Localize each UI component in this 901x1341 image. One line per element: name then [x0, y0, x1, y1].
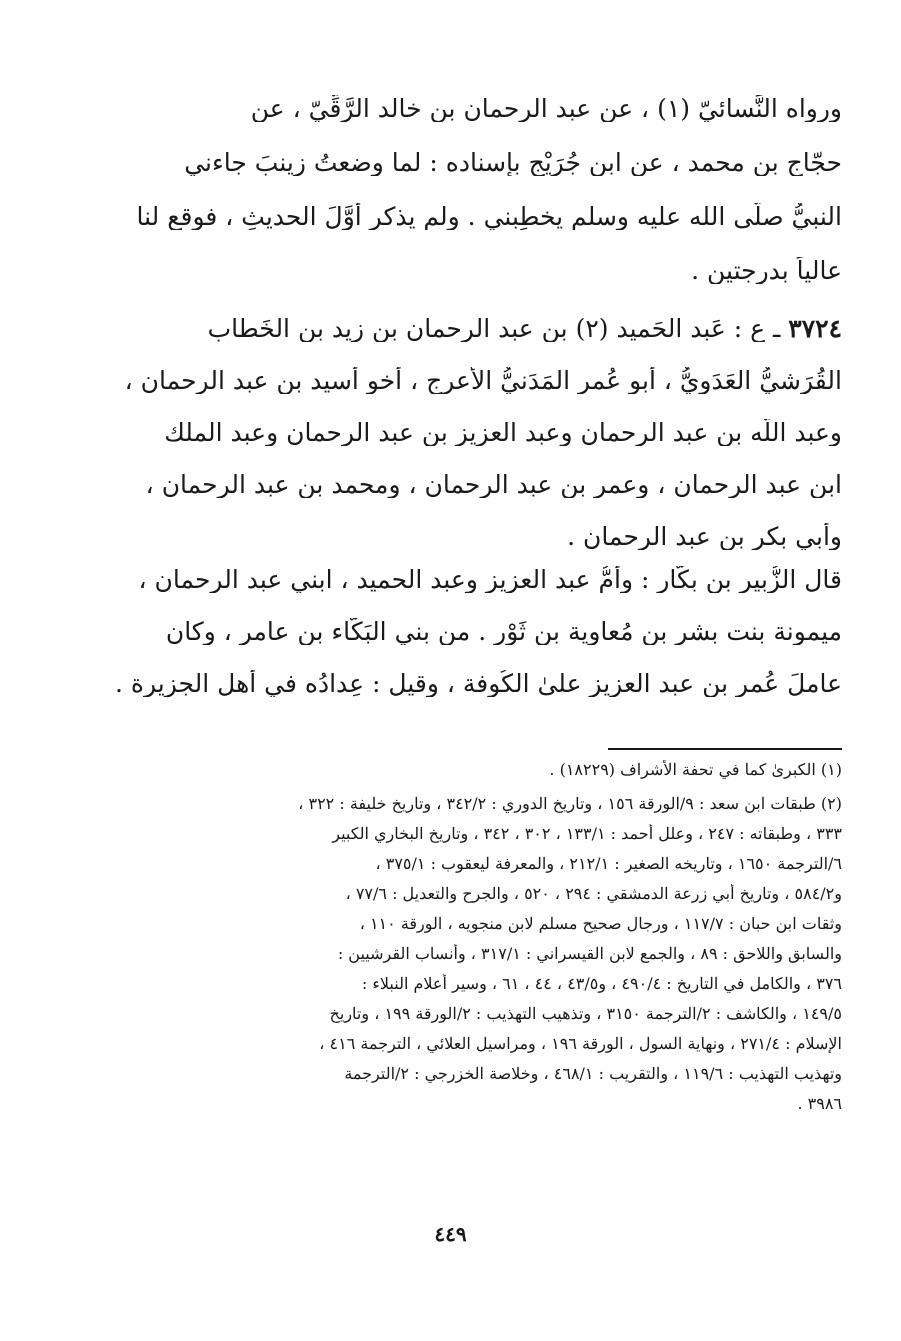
entry-heading-text: ـ ع : عَبد الحَميد (٢) بن عبد الرحمان بن زيد بن الخَطاب: [207, 315, 789, 342]
footnotes: [110, 760, 842, 1114]
text-line: القُرَشيُّ العَدَويُّ ، أبو عُمر المَدَنيُّ الأعرج ، أخو أُسيد بن عبد الرحمان ،: [124, 367, 842, 394]
text-line: ميمونة بنت بشر بن مُعاوية بن ثَوْر . من بني البَكّاء بن عامر ، وكان: [165, 618, 842, 645]
entry-heading-line: [110, 315, 842, 342]
text-line: عالياً بدرجتين .: [691, 257, 842, 284]
text-line: عاملَ عُمر بن عبد العزيز علىٰ الكُوفة ، وقيل : عِدادُه في أهل الجزيرة .: [114, 670, 842, 697]
footnote-line: ٣٣٣ ، وطبقاته : ٢٤٧ ، وعلل أحمد : ١٣٣/١ ، ٣٠٢ ، ٣٤٢ ، وتاريخ البخاري الكبير: [332, 824, 842, 843]
footnote-line: ٦/الترجمة ١٦٥٠ ، وتاريخه الصغير : ٢١٢/١ ، والمعرفة ليعقوب : ٣٧٥/١ ،: [375, 854, 842, 873]
footnote-line: والسابق واللاحق : ٨٩ ، والجمع لابن القيسراني : ٣١٧/١ ، وأنساب القرشيين :: [337, 944, 842, 963]
footnote-line: و٥٨٤/٢ ، وتاريخ أبي زرعة الدمشقي : ٢٩٤ ، ٥٢٠ ، والجرح والتعديل : ٧٧/٦ ،: [345, 884, 842, 903]
footnote-line: ١٤٩/٥ ، والكاشف : ٢/الترجمة ٣١٥٠ ، وتذهيب التهذيب : ٢/الورقة ١٩٩ ، وتاريخ: [329, 1004, 842, 1023]
text-line: ابن عبد الرحمان ، وعمر بن عبد الرحمان ، ومحمد بن عبد الرحمان ،: [145, 471, 842, 498]
paragraph-zubayr-quote: [110, 566, 842, 697]
paragraph-biography-entry: [110, 315, 842, 550]
entry-number: ٣٧٢٤: [788, 315, 842, 342]
text-line: النبيُّ صلّى الله عليه وسلم يخطِبني . ولم يذكر أوَّلَ الحديثِ ، فوقع لنا: [136, 203, 842, 230]
footnote-line: الإسلام : ٢٧١/٤ ، ونهاية السول ، الورقة ١٩٦ ، ومراسيل العلائي ، الترجمة ٤١٦ ،: [319, 1034, 842, 1053]
footnote-line: (١) الكبرىٰ كما في تحفة الأشراف (١٨٢٢٩) .: [549, 760, 842, 779]
footnote-line: ٣٧٦ ، والكامل في التاريخ : ٤٩٠/٤ ، و٤٣/٥ ، ٤٤ ، ٦١ ، وسير أعلام النبلاء :: [361, 974, 842, 993]
footnote-line: وتهذيب التهذيب : ١١٩/٦ ، والتقريب : ٤٦٨/١ ، وخلاصة الخزرجي : ٢/الترجمة: [344, 1064, 842, 1083]
text-line: وأبي بكر بن عبد الرحمان .: [567, 523, 842, 550]
footnote-divider: [608, 748, 842, 750]
page-number: ٤٤٩: [434, 1222, 467, 1246]
footnote-line: (٢) طبقات ابن سعد : ٩/الورقة ١٥٦ ، وتاريخ الدوري : ٣٤٢/٢ ، وتاريخ خليفة : ٣٢٢ ،: [298, 794, 842, 813]
footnote-line: وثقات ابن حبان : ١١٧/٧ ، ورجال صحيح مسلم لابن منجويه ، الورقة ١١٠ ،: [359, 914, 842, 933]
paragraph-narration: [110, 95, 842, 284]
text-line: حجّاج بن محمد ، عن ابن جُرَيْج بإسناده : لما وضعتُ زينبَ جاءني: [184, 149, 842, 176]
text-line: ورواه النَّسائيّ (١) ، عن عبد الرحمان بن خالد الرَّقِّيّ ، عن: [250, 95, 842, 122]
text-line: قال الزُّبير بن بكّار : وأمُّ عبد العزيز وعبد الحميد ، ابني عبد الرحمان ،: [138, 566, 842, 593]
text-line: وعبد اللّه بن عبد الرحمان وعبد العزيز بن عبد الرحمان وعبد الملك: [164, 419, 842, 446]
footnote-line: ٣٩٨٦ .: [797, 1094, 842, 1113]
